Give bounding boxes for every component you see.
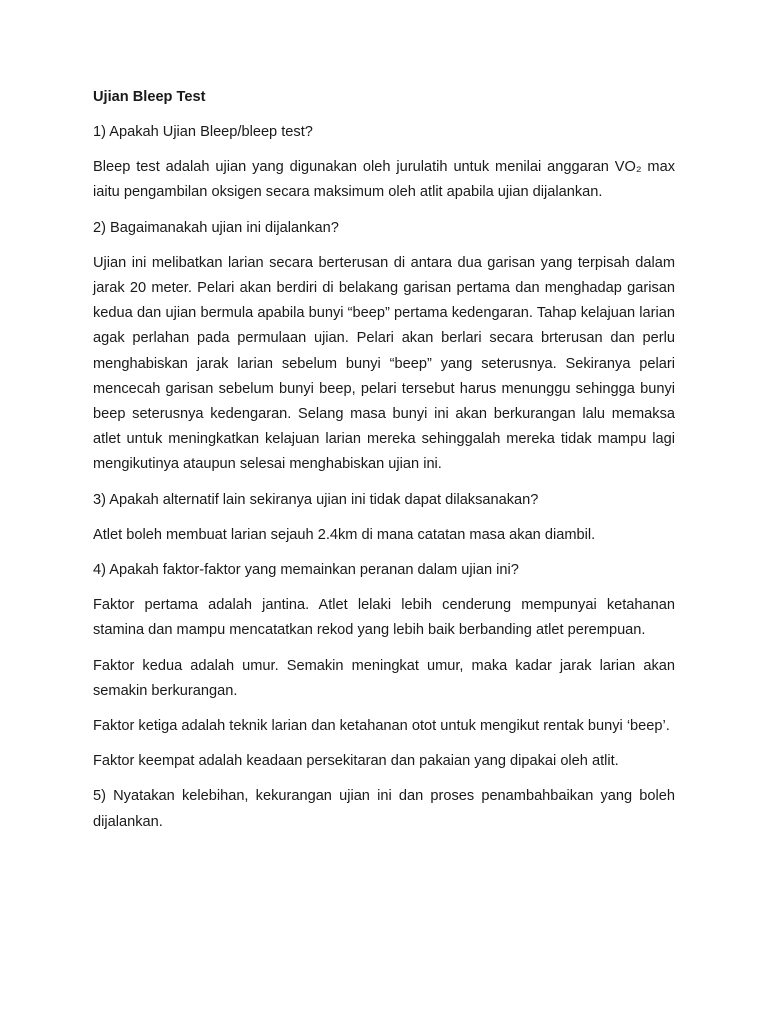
- question-4: 4) Apakah faktor-faktor yang memainkan peranan dalam ujian ini?: [93, 562, 519, 579]
- question-3: 3) Apakah alternatif lain sekiranya ujian ini tidak dapat dilaksanakan?: [93, 491, 539, 508]
- answer-1: Bleep test adalah ujian yang digunakan oleh jurulatih untuk menilai anggaran VO₂ max iaitu pengambilan oksigen secara maksimum oleh atlit apabila ujian dijalankan.: [93, 159, 675, 201]
- answer-4-factor-3: Faktor ketiga adalah teknik larian dan ketahanan otot untuk mengikut rentak bunyi ‘beep’.: [93, 718, 670, 735]
- question-1: 1) Apakah Ujian Bleep/bleep test?: [93, 124, 313, 140]
- question-5: 5) Nyatakan kelebihan, kekurangan ujian ini dan proses penambahbaikan yang boleh dijalankan.: [93, 788, 675, 830]
- answer-4-factor-1: Faktor pertama adalah jantina. Atlet lelaki lebih cenderung mempunyai ketahanan stamina dan mampu mencatatkan rekod yang lebih baik berbanding atlet perempuan.: [93, 597, 675, 639]
- document-title: Ujian Bleep Test: [93, 89, 206, 105]
- question-2: 2) Bagaimanakah ujian ini dijalankan?: [93, 219, 339, 236]
- answer-2: Ujian ini melibatkan larian secara berterusan di antara dua garisan yang terpisah dalam jarak 20 meter. Pelari akan berdiri di belakang garisan pertama dan menghadap garisan kedua dan ujian bermula apabila bunyi “beep” pertama kedengaran. Tahap kelajuan larian agak perlahan pada permulaan ujian. Pelari akan berlari secara brterusan dan perlu menghabiskan jarak larian sebelum bunyi “beep” yang seterusnya. Sekiranya pelari mencecah garisan sebelum bunyi beep, pelari tersebut harus menunggu sehingga bunyi beep seterusnya kedengaran. Selang masa bunyi ini akan berkurangan lalu memaksa atlet untuk meningkatkan kelajuan larian mereka sehinggalah mereka tidak mampu lagi mengikutinya ataupun selesai menghabiskan ujian ini.: [93, 254, 675, 473]
- document-page: [93, 0, 675, 835]
- answer-3: Atlet boleh membuat larian sejauh 2.4km di mana catatan masa akan diambil.: [93, 526, 596, 543]
- answer-4-factor-2: Faktor kedua adalah umur. Semakin meningkat umur, maka kadar jarak larian akan semakin berkurangan.: [93, 657, 675, 699]
- answer-4-factor-4: Faktor keempat adalah keadaan persekitaran dan pakaian yang dipakai oleh atlit.: [93, 753, 619, 770]
